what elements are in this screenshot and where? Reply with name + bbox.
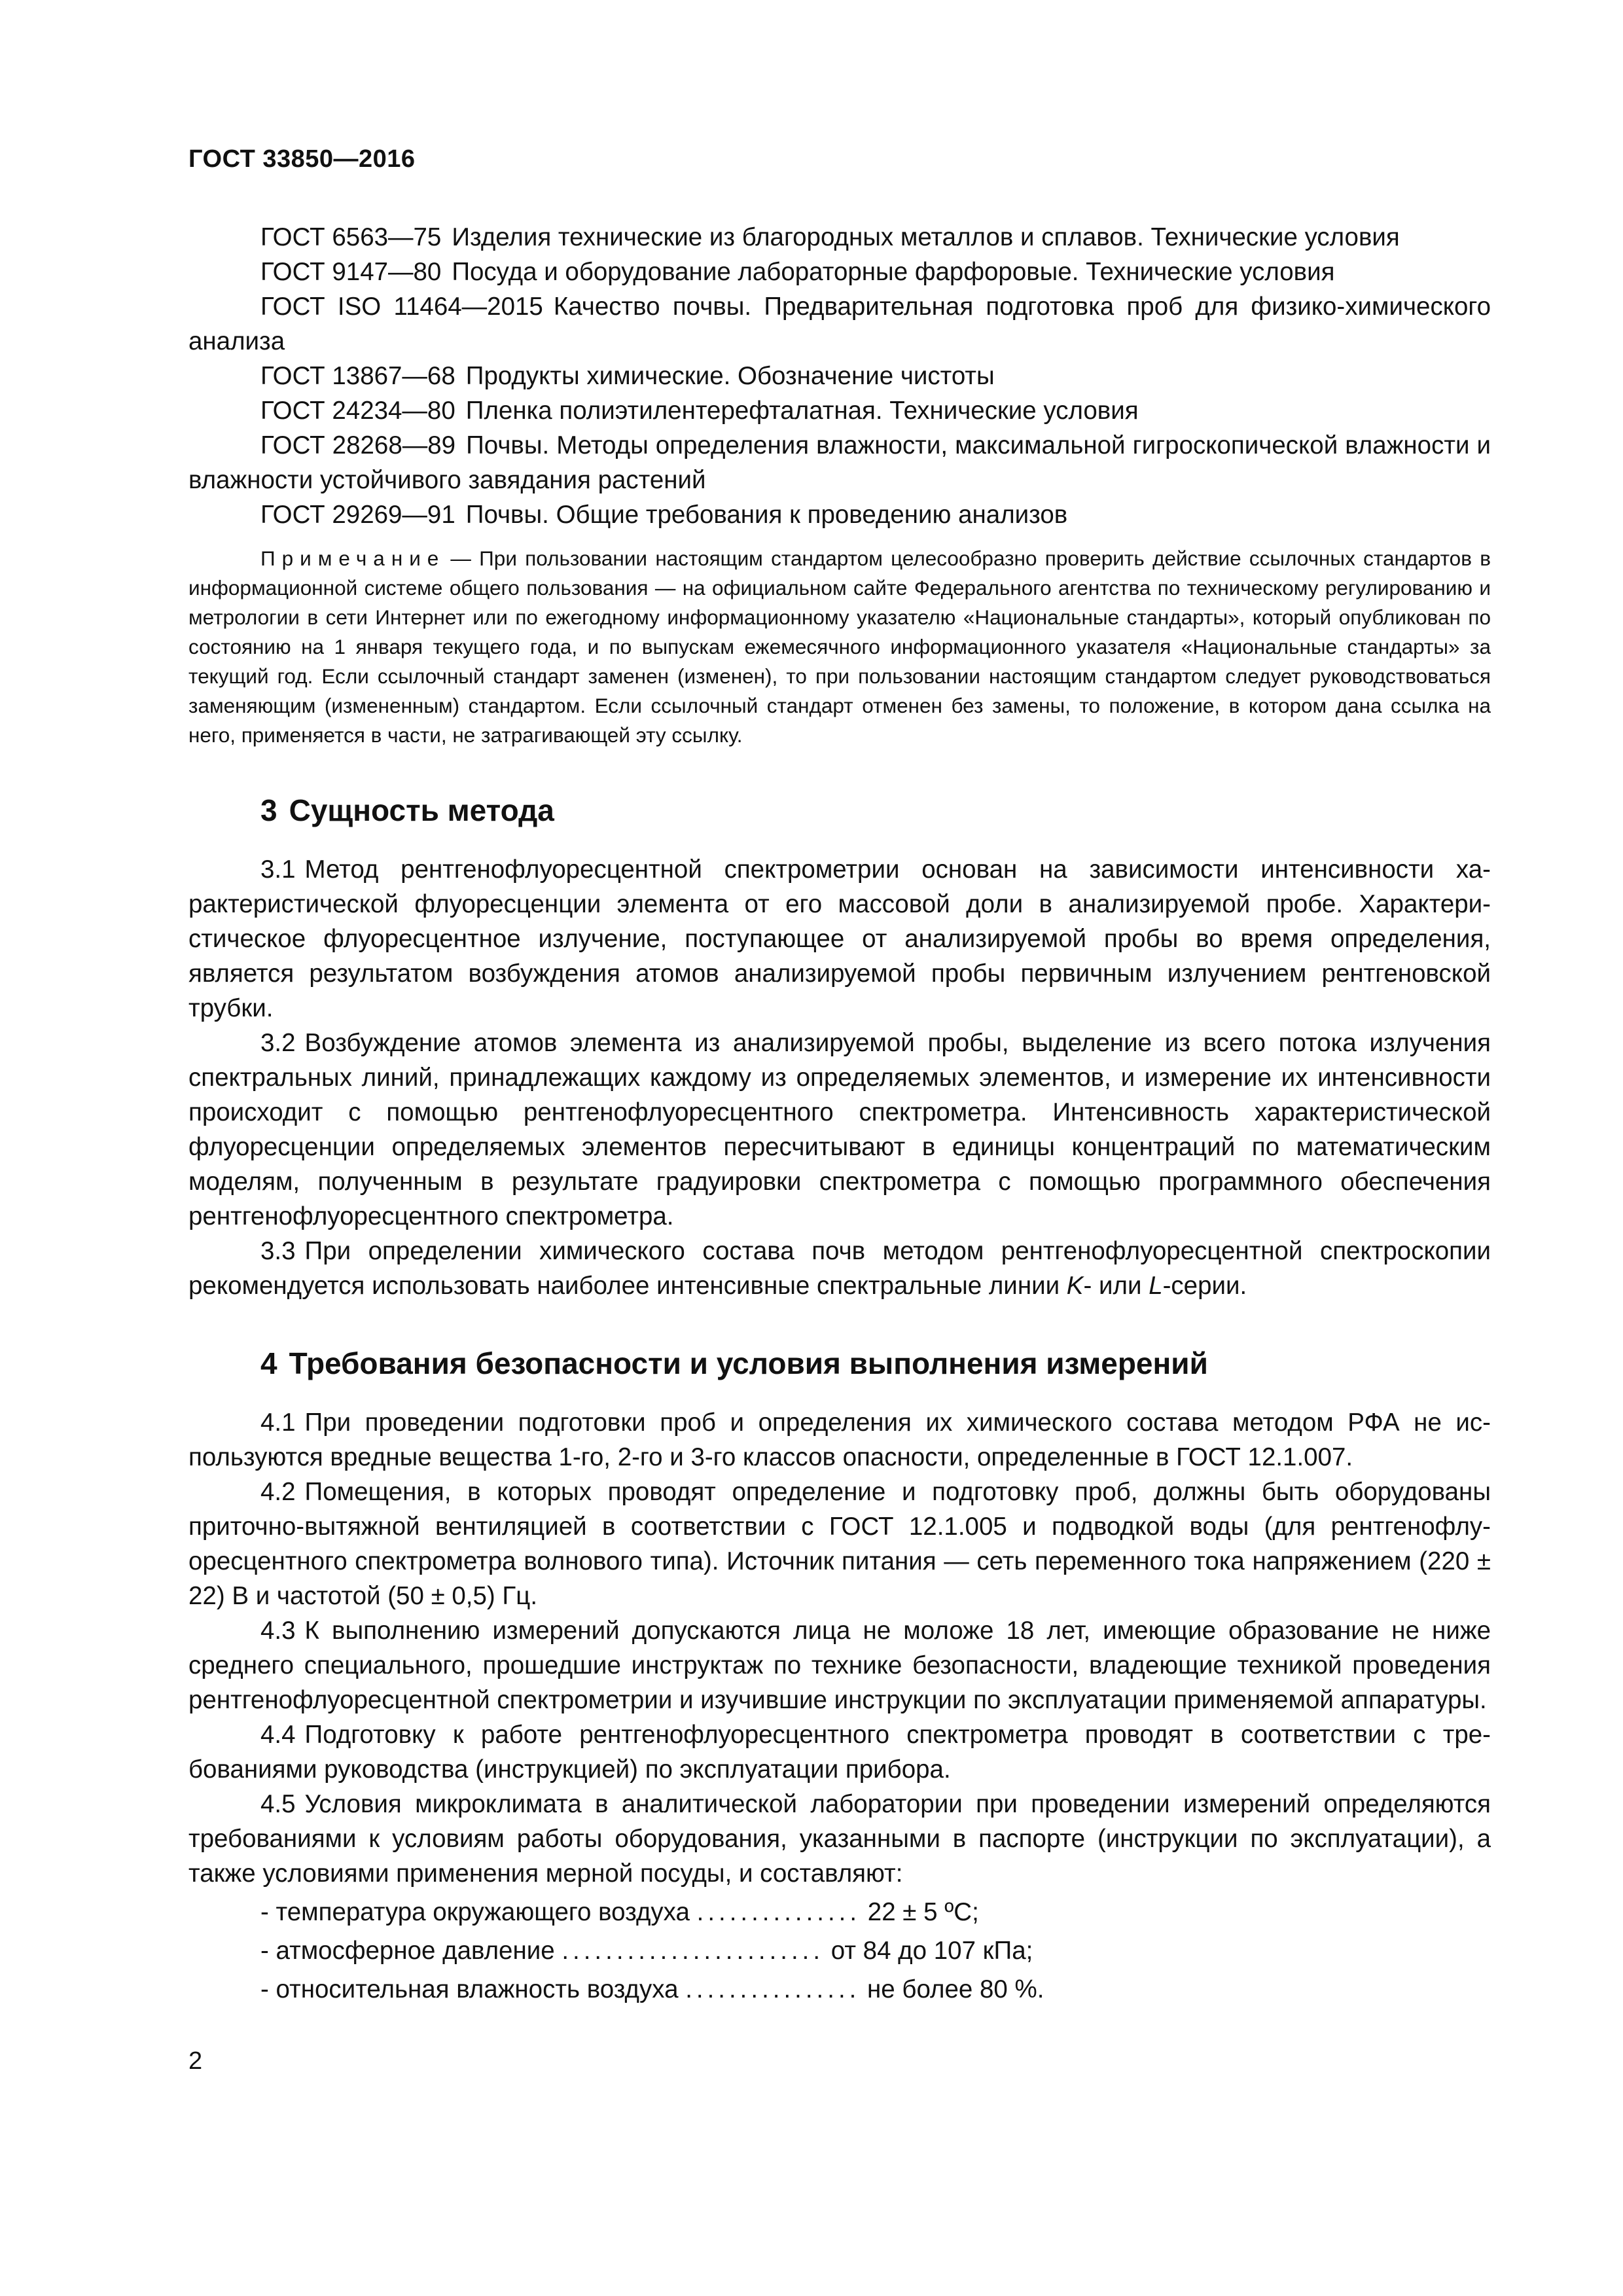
series-l-italic: L bbox=[1149, 1272, 1163, 1300]
page-number: 2 bbox=[188, 2047, 203, 2075]
dot-leader: ........................ bbox=[562, 1937, 825, 1965]
condition-label: - относительная влажность воздуха bbox=[260, 1975, 679, 2003]
paragraph-text-end: -серии. bbox=[1162, 1272, 1247, 1300]
paragraph-number: 3.2 bbox=[260, 1029, 296, 1057]
condition-value: 22 ± 5 ºС; bbox=[867, 1898, 979, 1926]
paragraph-text: При проведении подготовки проб и определения их химического состава методом РФА не используются вредные вещества 1-го, 2-го и 3-го классов опасности, определенные в ГОСТ 12.1.007. bbox=[188, 1408, 1491, 1471]
section-title: Требования безопасности и условия выполнения измерений bbox=[289, 1346, 1208, 1380]
reference-text: Качество почвы. Предварительная подготовка проб для физико-химического анализа bbox=[188, 293, 1491, 355]
paragraph-number: 4.5 bbox=[260, 1790, 296, 1818]
document-body bbox=[188, 220, 1491, 2007]
reference-item bbox=[188, 289, 1491, 359]
section-4-heading bbox=[188, 1344, 1491, 1383]
dot-leader: ............... bbox=[696, 1898, 861, 1926]
paragraph-number: 3.3 bbox=[260, 1237, 296, 1265]
reference-id: ГОСТ 9147—80 bbox=[260, 258, 442, 286]
paragraph-text: Помещения, в которых проводят определение и подготовку проб, должны быть оборудованы приточно-вытяжной вентиляцией в соответствии с ГОСТ 12.1.005 и подводкой воды (для рентгенофлуоресцентного спектрометра волнового типа). Источник питания — сеть переменного тока напряжением (220 ± 22) В и частотой (50 ± 0,5) Гц. bbox=[188, 1478, 1491, 1610]
reference-text: Почвы. Общие требования к проведению анализов bbox=[465, 501, 1068, 529]
section-number: 4 bbox=[260, 1346, 277, 1380]
reference-id: ГОСТ 13867—68 bbox=[260, 362, 455, 390]
reference-id: ГОСТ 6563—75 bbox=[260, 223, 442, 251]
reference-text: Пленка полиэтилентерефталатная. Технические условия bbox=[465, 397, 1139, 425]
paragraph-4-2 bbox=[188, 1475, 1491, 1613]
paragraph-number: 4.1 bbox=[260, 1408, 296, 1437]
paragraph-4-4 bbox=[188, 1717, 1491, 1787]
paragraph-4-5 bbox=[188, 1787, 1491, 1891]
reference-text: Изделия технические из благородных металлов и сплавов. Технические условия bbox=[452, 223, 1400, 251]
paragraph-number: 4.3 bbox=[260, 1617, 296, 1645]
condition-value: от 84 до 107 кПа; bbox=[830, 1937, 1033, 1965]
paragraph-text-mid: - или bbox=[1083, 1272, 1149, 1300]
normative-references-list bbox=[188, 220, 1491, 532]
paragraph-3-2 bbox=[188, 1026, 1491, 1234]
reference-id: ГОСТ 29269—91 bbox=[260, 501, 455, 529]
section-title: Сущность метода bbox=[289, 793, 554, 827]
reference-item bbox=[188, 255, 1491, 289]
note-paragraph bbox=[188, 544, 1491, 750]
condition-label: - температура окружающего воздуха bbox=[260, 1898, 690, 1926]
series-k-italic: K bbox=[1066, 1272, 1084, 1300]
paragraph-text: При определении химического состава почв методом рентгенофлуоресцентной спектроскопии рекомендуется использовать наиболее интенсивные спектральные линии bbox=[188, 1237, 1491, 1300]
paragraph-4-1 bbox=[188, 1405, 1491, 1475]
reference-text: Посуда и оборудование лабораторные фарфоровые. Технические условия bbox=[452, 258, 1335, 286]
dot-leader: ................ bbox=[685, 1975, 861, 2003]
reference-id: ГОСТ ISO 11464—2015 bbox=[260, 293, 543, 321]
paragraph-number: 4.4 bbox=[260, 1721, 296, 1749]
condition-item bbox=[188, 1972, 1491, 2007]
reference-text: Продукты химические. Обозначение чистоты bbox=[465, 362, 995, 390]
paragraph-text: Подготовку к работе рентгенофлуоресцентного спектрометра проводят в соответствии с требованиями руководства (инструкцией) по эксплуатации прибора. bbox=[188, 1721, 1491, 1784]
paragraph-3-3 bbox=[188, 1234, 1491, 1303]
reference-item bbox=[188, 497, 1491, 532]
paragraph-4-3 bbox=[188, 1613, 1491, 1717]
section-number: 3 bbox=[260, 793, 277, 827]
reference-item bbox=[188, 393, 1491, 428]
conditions-list bbox=[188, 1895, 1491, 2007]
paragraph-text: Метод рентгенофлуоресцентной спектрометрии основан на зависимости интенсивности характеристической флуоресценции элемента от его массовой доли в анализируемой пробе. Характеристическое флуоресцентное излучение, поступающее от анализируемой пробы во время определения, является результатом возбуждения атомов анализируемой пробы первичным излучением рентгеновской трубки. bbox=[188, 855, 1491, 1022]
reference-id: ГОСТ 24234—80 bbox=[260, 397, 455, 425]
reference-id: ГОСТ 28268—89 bbox=[260, 431, 456, 459]
paragraph-text: Возбуждение атомов элемента из анализируемой пробы, выделение из всего потока излучения спектральных линий, принадлежащих каждому из определяемых элементов, и измерение их интенсивности происходит с помощью рентгенофлуоресцентного спектрометра. Интенсивность характеристической флуоресценции определяемых элементов пересчитывают в единицы концентраций по математическим моделям, полученным в результате градуировки спектрометра с помощью программного обеспечения рентгенофлуоресцентного спектрометра. bbox=[188, 1029, 1491, 1230]
paragraph-number: 3.1 bbox=[260, 855, 296, 884]
condition-item bbox=[188, 1895, 1491, 1929]
reference-text: Почвы. Методы определения влажности, максимальной гигроскопической влажности и влажности устойчивого завядания растений bbox=[188, 431, 1491, 494]
paragraph-text: К выполнению измерений допускаются лица не моложе 18 лет, имеющие образование не ниже среднего специального, прошедшие инструктаж по технике безопасности, владеющие техникой проведения рентгенофлуоресцентной спектрометрии и изучившие инструкции по эксплуатации применяемой аппаратуры. bbox=[188, 1617, 1491, 1714]
note-label: Примечание bbox=[260, 547, 446, 570]
document-header: ГОСТ 33850—2016 bbox=[188, 145, 416, 173]
paragraph-number: 4.2 bbox=[260, 1478, 296, 1506]
reference-item bbox=[188, 359, 1491, 393]
paragraph-3-1 bbox=[188, 852, 1491, 1026]
reference-item bbox=[188, 428, 1491, 497]
section-3-heading bbox=[188, 791, 1491, 830]
note-text: — При пользовании настоящим стандартом целесообразно проверить действие ссылочных стандартов в информационной системе общего пользования — на официальном сайте Федерального агентства по техническому регулированию и метрологии в сети Интернет или по ежегодному информационному указателю «Национальные стандарты», который опубликован по состоянию на 1 января текущего года, и по выпускам ежемесячного информационного указателя «Национальные стандарты» за текущий год. Если ссылочный стандарт заменен (изменен), то при пользовании настоящим стандартом следует руководствоваться заменяющим (измененным) стандартом. Если ссылочный стандарт отменен без замены, то положение, в котором дана ссылка на него, применяется в части, не затрагивающей эту ссылку. bbox=[188, 547, 1491, 747]
reference-item bbox=[188, 220, 1491, 255]
condition-value: не более 80 %. bbox=[867, 1975, 1044, 2003]
paragraph-text: Условия микроклимата в аналитической лаборатории при проведении измерений определяются требованиями к условиям работы оборудования, указанными в паспорте (инструкции по эксплуатации), а также условиями применения мерной посуды, и составляют: bbox=[188, 1790, 1491, 1888]
condition-item bbox=[188, 1933, 1491, 1968]
condition-label: - атмосферное давление bbox=[260, 1937, 555, 1965]
